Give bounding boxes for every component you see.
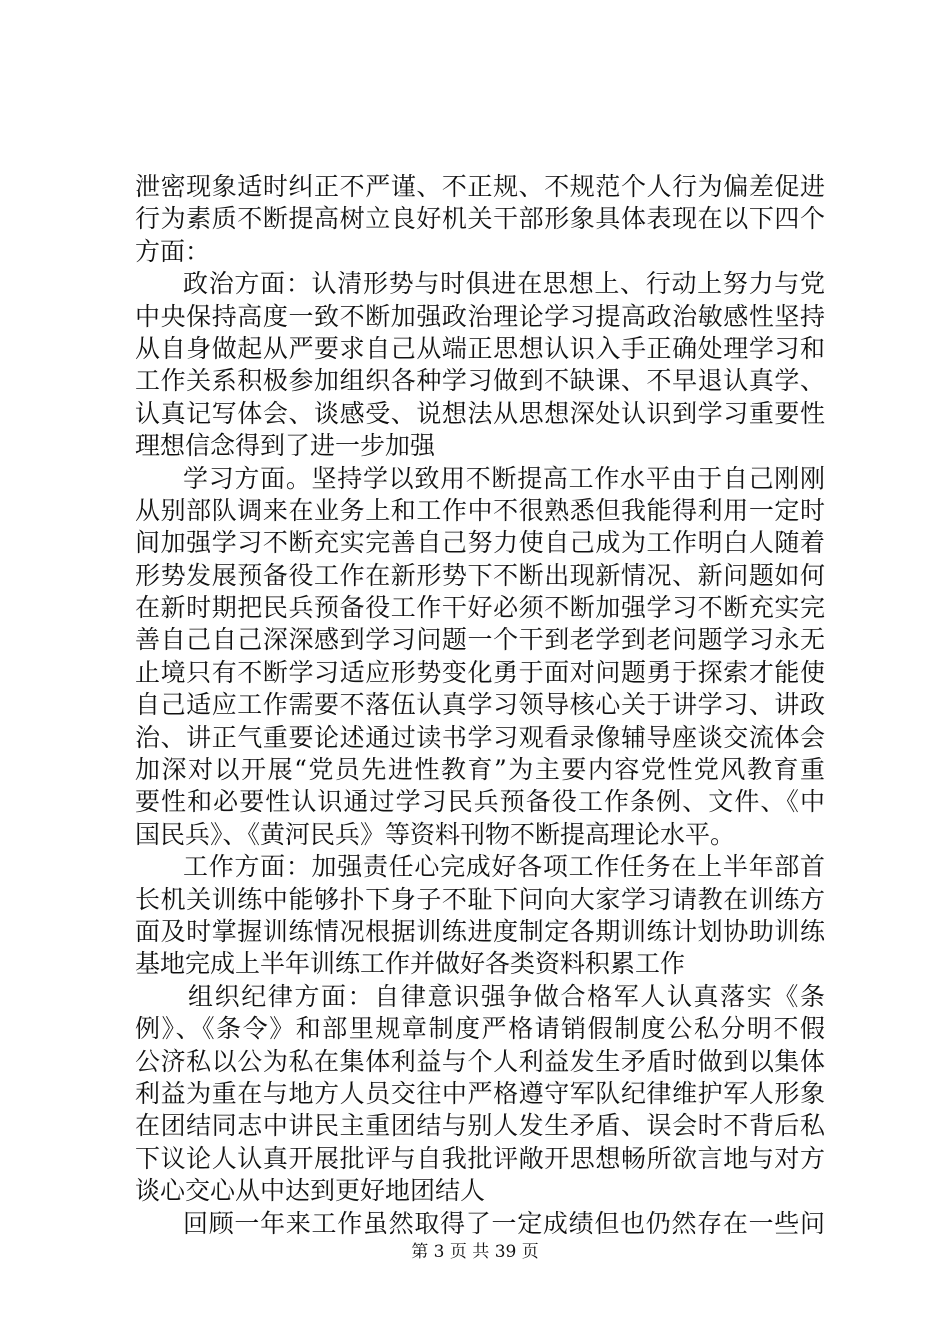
- text-line: 谈心交心从中达到更好地团结人: [135, 1176, 486, 1206]
- text-line: 治、讲正气重要论述通过读书学习观看录像辅导座谈交流体会: [135, 722, 825, 752]
- text-line: 方面：: [135, 236, 211, 266]
- text-line: 理想信念得到了进一步加强: [135, 431, 436, 461]
- text-line: 例》、《条令》和部里规章制度严格请销假制度公私分明不假: [135, 1014, 825, 1044]
- text-line: 基地完成上半年训练工作并做好各类资料积累工作: [135, 949, 686, 979]
- text-line: 工作方面：加强责任心完成好各项工作任务在上半年部首: [183, 852, 825, 882]
- text-line: 行为素质不断提高树立良好机关干部形象具体表现在以下四个: [135, 204, 825, 234]
- paragraph-work: [135, 851, 825, 981]
- text-line: 利益为重在与地方人员交往中严格遵守军队纪律维护军人形象: [135, 1078, 825, 1108]
- text-line: 形势发展预备役工作在新形势下不断出现新情况、新问题如何: [135, 560, 825, 590]
- text-line: 在团结同志中讲民主重团结与别人发生矛盾、误会时不背后私: [135, 1111, 825, 1141]
- text-line: 要性和必要性认识通过学习民兵预备役工作条例、文件、《中: [135, 787, 825, 817]
- text-line: 泄密现象适时纠正不严谨、不正规、不规范个人行为偏差促进: [135, 172, 825, 201]
- text-line: 长机关训练中能够扑下身子不耻下问向大家学习请教在训练方: [135, 884, 825, 914]
- text-line: 组织纪律方面：自律意识强争做合格军人认真落实《条: [188, 981, 825, 1011]
- text-line: 下议论人认真开展批评与自我批评敞开思想畅所欲言地与对方: [135, 1143, 825, 1173]
- text-line: 善自己自己深深感到学习问题一个干到老学到老问题学习永无: [135, 625, 825, 655]
- text-line: 加深对以开展“党员先进性教育”为主要内容党性党风教育重: [135, 755, 825, 785]
- paragraph-intro: [135, 171, 825, 268]
- text-line: 认真记写体会、谈感受、说想法从思想深处认识到学习重要性: [135, 398, 825, 428]
- text-line: 在新时期把民兵预备役工作干好必须不断加强学习不断充实完: [135, 593, 825, 623]
- paragraph-political: [135, 268, 825, 462]
- text-line: 间加强学习不断充实完善自己努力使自己成为工作明白人随着: [135, 528, 825, 558]
- text-line: 中央保持高度一致不断加强政治理论学习提高政治敏感性坚持: [135, 301, 825, 331]
- text-line: 政治方面：认清形势与时俱进在思想上、行动上努力与党: [183, 269, 825, 299]
- text-line: 从别部队调来在业务上和工作中不很熟悉但我能得利用一定时: [135, 495, 825, 525]
- text-line: 学习方面。坚持学以致用不断提高工作水平由于自己刚刚: [183, 463, 825, 493]
- text-line: 公济私以公为私在集体利益与个人利益发生矛盾时做到以集体: [135, 1046, 825, 1076]
- text-line: 工作关系积极参加组织各种学习做到不缺课、不早退认真学、: [135, 366, 825, 396]
- paragraph-study: [135, 463, 825, 852]
- text-line: 从自身做起从严要求自己从端正思想认识入手正确处理学习和: [135, 333, 825, 363]
- page-number-footer: 第 3 页 共 39 页: [411, 1242, 539, 1262]
- document-body: [135, 171, 825, 1240]
- text-line: 国民兵》、《黄河民兵》等资料刊物不断提高理论水平。: [135, 819, 736, 849]
- text-line: 回顾一年来工作虽然取得了一定成绩但也仍然存在一些问: [183, 1208, 825, 1238]
- text-line: 面及时掌握训练情况根据训练进度制定各期训练计划协助训练: [135, 916, 825, 946]
- paragraph-review: [135, 1208, 825, 1240]
- text-line: 自己适应工作需要不落伍认真学习领导核心关于讲学习、讲政: [135, 690, 825, 720]
- text-line: 止境只有不断学习适应形势变化勇于面对问题勇于探索才能使: [135, 657, 825, 687]
- paragraph-discipline: [135, 981, 825, 1208]
